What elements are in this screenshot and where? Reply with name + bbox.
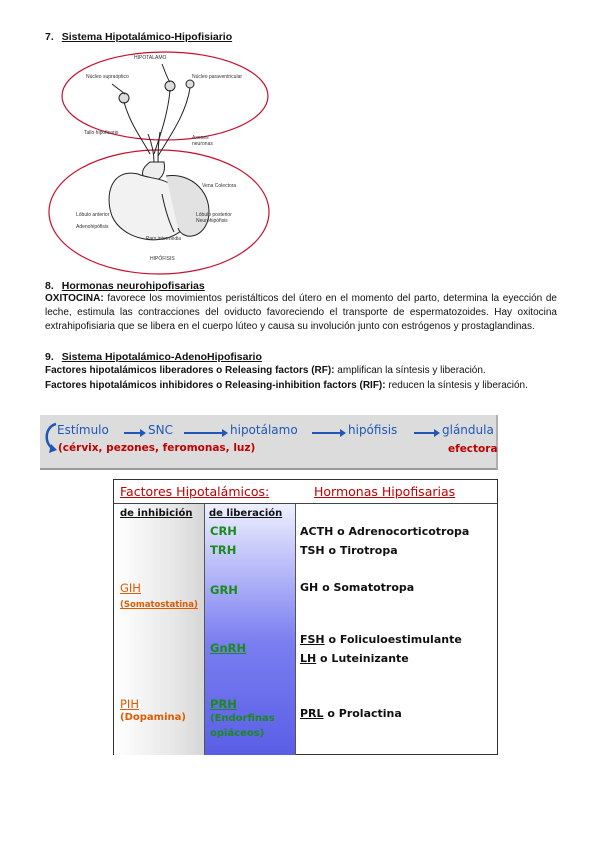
hormone-fsh [300,633,462,646]
flow-step-glandula: glándula [442,423,494,437]
rif-text: reducen la síntesis y liberación. [385,380,528,391]
hypothalamic-pituitary-diagram [42,44,282,276]
oxitocina-text: favorece los movimientos peristálticos del útero en el momento del parto, determina la eyección de leche, estimula las contracciones del oviducto favoreciendo el transporte de espermatozoides. Hay oxitocina extrahipofisiaria que se libera en el cuerpo lúteo y causa su involución junto con estrógenos y prostaglandinas. [45,293,557,333]
label-hipotalamo: HIPOTALAMO [134,55,167,61]
hormone-gh: GH o Somatotropa [300,581,415,594]
section-title: Sistema Hipotalámico-AdenoHipofisario [61,351,262,363]
stimulus-flow-box [40,415,498,470]
label-nucleo-paraventricular: Núcleo paraventricular [192,74,243,80]
flow-arrow [184,432,224,434]
flow-step-hipotalamo: hipotálamo [230,423,298,437]
label-neuronas: neuronas [192,141,213,147]
flow-step-estimulo: Estímulo [57,423,109,437]
hormone-tsh: TSH o Tirotropa [300,544,398,557]
section-7-heading [45,31,232,43]
label-adenohipofisis: Adenohipófisis [76,224,109,230]
factor-gih: GIH [120,581,141,595]
pituitary-drawing [109,162,209,240]
flow-examples: (cérvix, pezones, feromonas, luz) [58,442,256,454]
factor-prh: PRH [210,697,237,711]
factor-somatostatina: (Somatostatina) [120,600,198,610]
prl-abbr: PRL [300,707,324,720]
header-divider [114,503,497,504]
label-hipofisis: HIPÓFISIS [150,256,175,262]
fsh-abbr: FSH [300,633,325,646]
fsh-name: o Foliculoestimulante [324,633,462,646]
section-8-heading [45,280,205,292]
section-9-heading [45,351,262,363]
label-tallo-hipofisario: Tallo hipofisario [84,130,119,136]
subheader-liberacion: de liberación [209,508,283,519]
factor-gnrh: GnRH [210,641,247,655]
hormone-acth: ACTH o Adrenocorticotropa [300,525,470,538]
subheader-inhibicion: de inhibición [120,508,193,519]
label-vena-colectora: Vena Colectora [202,183,237,189]
factor-opiaceos: opiáceos) [210,728,265,739]
factor-trh: TRH [210,543,237,557]
prl-name: o Prolactina [323,707,402,720]
section-title: Sistema Hipotalámico-Hipofisiario [61,31,233,43]
rif-term: Factores hipotalámicos inhibidores o Releasing-inhibition factors (RIF): [45,380,386,391]
label-lobulo-posterior: Lóbulo posterior [196,212,232,218]
flow-arrow [312,432,342,434]
diagram-svg [42,44,282,276]
lh-abbr: LH [300,652,317,665]
label-nucleo-supraoptico: Núcleo supraóptico [86,74,129,80]
label-lobulo-anterior: Lóbulo anterior [76,212,110,218]
factor-crh: CRH [210,524,237,538]
section-number: 9. [45,351,54,363]
label-neurohipofisis: Neurohipófisis [196,218,228,224]
section-number: 8. [45,280,54,292]
rf-text: amplifican la síntesis y liberación. [334,365,486,376]
label-pars-intermedia: Pars intermedia [146,236,182,242]
rf-paragraph [45,364,557,378]
flow-step-hipofisis: hipófisis [348,423,398,437]
hypothalamus-ellipse [62,52,268,140]
factor-endorfinas: (Endorfinas [210,713,275,724]
flow-efectora: efectora [448,443,498,455]
lh-name: o Luteinizante [316,652,409,665]
hormone-prl [300,707,402,720]
rif-paragraph [45,379,557,393]
rf-term: Factores hipotalámicos liberadores o Releasing factors (RF): [45,365,335,376]
hypothalamic-factors-table [113,479,498,755]
flow-step-snc: SNC [148,423,173,437]
factor-dopamina: (Dopamina) [120,712,186,723]
section-number: 7. [45,31,54,43]
section-title: Hormonas neurohipofisarias [61,280,205,292]
table-header-factors: Factores Hipotalámicos: [120,484,270,499]
hormone-lh [300,652,409,665]
flow-arrow [124,432,142,434]
factor-grh: GRH [210,583,238,597]
factor-pih: PIH [120,697,139,711]
label-axones: Axones [192,135,209,141]
oxitocina-term: OXITOCINA: [45,293,104,304]
flow-arrow [414,432,436,434]
table-header-hormones: Hormonas Hipofisarias [314,484,456,499]
oxitocina-paragraph [45,292,557,335]
